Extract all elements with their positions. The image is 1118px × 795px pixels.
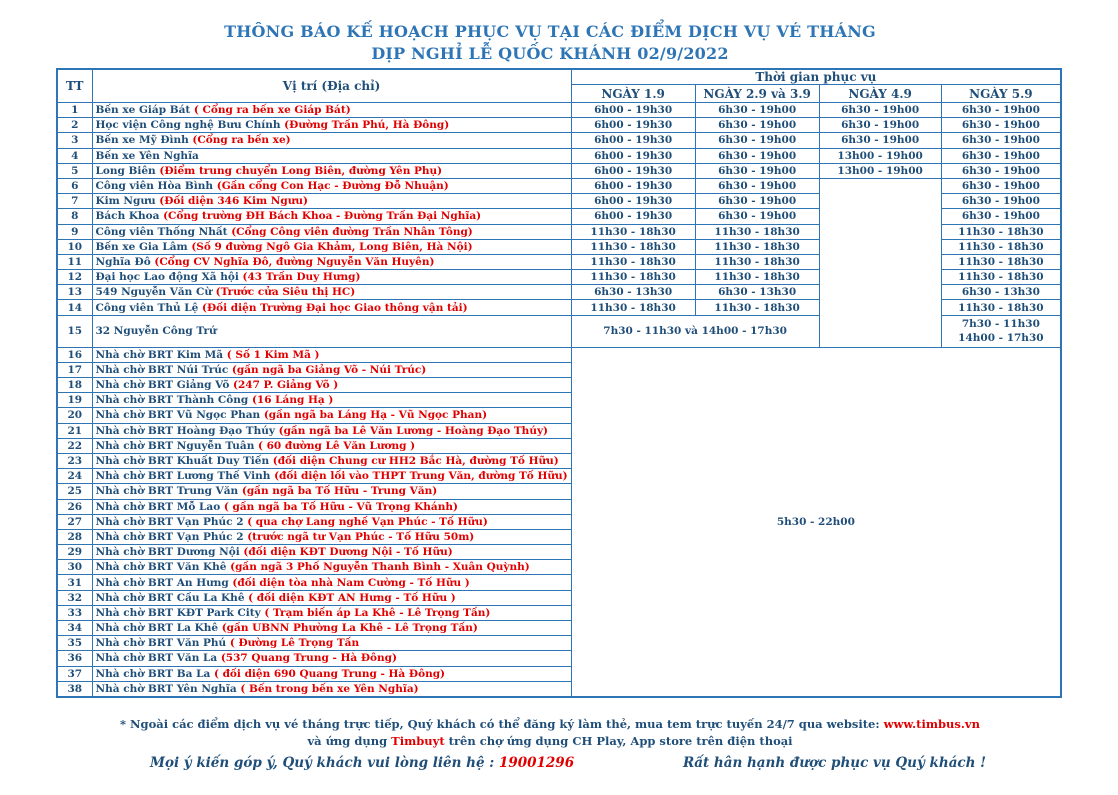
location-name: Nhà chờ BRT An Hưng [95, 576, 233, 589]
row-number: 20 [57, 408, 92, 423]
hours-day-1: 6h00 - 19h30 [571, 163, 695, 178]
location-address: (gần ngã ba Lê Văn Lương - Hoàng Đạo Thúy) [278, 424, 549, 437]
location-name: Nhà chờ BRT Thành Công [95, 394, 252, 407]
location-name: Nhà chờ BRT Ba La [95, 667, 214, 680]
location-name: Nhà chờ BRT Trung Văn [95, 485, 242, 498]
location-address: (Cổng Công viên đường Trần Nhân Tông) [231, 225, 473, 238]
location-name: Nhà chờ BRT Yên Nghĩa [95, 682, 241, 695]
location-name: Nghĩa Đô [95, 255, 155, 268]
footer-line2-post: trên chợ ứng dụng CH Play, App store trên điện thoại [444, 734, 793, 748]
location-name: Nhà chờ BRT Hoàng Đạo Thúy [95, 424, 279, 437]
hours-day-2-3: 6h30 - 19h00 [695, 118, 819, 133]
table-row [57, 178, 1061, 193]
hours-day-1: 11h30 - 18h30 [571, 300, 695, 315]
location-name: Nhà chờ BRT Núi Trúc [95, 363, 232, 376]
location-name: Nhà chờ BRT Văn Phú [95, 637, 230, 650]
hours-day-5 [941, 315, 1061, 347]
location-cell [92, 103, 571, 118]
table-row [57, 148, 1061, 163]
location-cell [92, 484, 571, 499]
location-address: (trước ngã tư Vạn Phúc - Tố Hữu 50m) [247, 530, 475, 543]
location-cell [92, 194, 571, 209]
row-number: 27 [57, 514, 92, 529]
row-number: 32 [57, 590, 92, 605]
row-number: 15 [57, 315, 92, 347]
location-name: Long Biên [95, 164, 160, 177]
row-number: 4 [57, 148, 92, 163]
footer-line1: * Ngoài các điểm dịch vụ vé tháng trực tiếp, Quý khách có thể đăng ký làm thẻ, mua tem trực tuyến 24/7 qua website: [120, 717, 884, 731]
row-number: 12 [57, 270, 92, 285]
location-address: (247 P. Giảng Võ ) [233, 379, 339, 392]
hours-day-1: 6h00 - 19h30 [571, 209, 695, 224]
row-number: 10 [57, 239, 92, 254]
location-name: Nhà chờ BRT Khuất Duy Tiến [95, 455, 273, 468]
header-tt: TT [57, 69, 92, 103]
row-number: 24 [57, 469, 92, 484]
location-name: Nhà chờ BRT Văn La [95, 652, 221, 665]
location-cell [92, 438, 571, 453]
table-row [57, 163, 1061, 178]
location-address: (Cổng ra bến xe) [192, 134, 291, 147]
location-name: Nhà chờ BRT Vạn Phúc 2 [95, 515, 248, 528]
hours-day-4: 6h30 - 19h00 [819, 133, 941, 148]
location-name: Nhà chờ BRT Vạn Phúc 2 [95, 530, 248, 543]
hours-day-1-3: 7h30 - 11h30 và 14h00 - 17h30 [571, 315, 819, 347]
location-address: (gần UBNN Phường La Khê - Lê Trọng Tấn) [221, 622, 478, 635]
hours-day-5: 6h30 - 19h00 [941, 103, 1061, 118]
hours-day-1: 11h30 - 18h30 [571, 270, 695, 285]
location-address: (Trước cửa Siêu thị HC) [215, 286, 356, 299]
hours-day-5: 6h30 - 13h30 [941, 285, 1061, 300]
row-number: 7 [57, 194, 92, 209]
row-number: 19 [57, 393, 92, 408]
hours-day-5: 11h30 - 18h30 [941, 224, 1061, 239]
row-number: 25 [57, 484, 92, 499]
hours-day-5: 6h30 - 19h00 [941, 133, 1061, 148]
location-name: Học viện Công nghệ Bưu Chính [95, 119, 285, 132]
hours-day-5: 11h30 - 18h30 [941, 300, 1061, 315]
hours-day-2-3: 6h30 - 19h00 [695, 178, 819, 193]
location-cell [92, 681, 571, 697]
footer-note [0, 717, 1100, 731]
row-number: 37 [57, 666, 92, 681]
location-address: ( đối diện 690 Quang Trung - Hà Đông) [213, 667, 446, 680]
location-name: Kim Ngưu [95, 195, 160, 208]
hours-day-5-morning: 7h30 - 11h30 [961, 318, 1040, 331]
location-name: Nhà chờ BRT Mỗ Lao [95, 500, 224, 513]
location-name: Bến xe Gia Lâm [95, 240, 192, 253]
hours-day-5: 6h30 - 19h00 [941, 209, 1061, 224]
location-address: (đối diện KĐT Dương Nội - Tố Hữu) [243, 546, 453, 559]
row-number: 29 [57, 545, 92, 560]
row-number: 17 [57, 362, 92, 377]
location-name: Đại học Lao động Xã hội [95, 271, 243, 284]
location-cell [92, 270, 571, 285]
row-number: 9 [57, 224, 92, 239]
location-name: Nhà chờ BRT Vũ Ngọc Phan [95, 409, 264, 422]
header-location: Vị trí (Địa chỉ) [92, 69, 571, 103]
location-cell [92, 408, 571, 423]
location-name: Bến xe Giáp Bát [95, 104, 194, 117]
location-cell [92, 545, 571, 560]
location-address: (Đối diện 346 Kim Ngưu) [159, 195, 308, 208]
table-row [57, 133, 1061, 148]
hours-day-1: 6h00 - 19h30 [571, 103, 695, 118]
hours-day-5: 11h30 - 18h30 [941, 254, 1061, 269]
hours-day-2-3: 6h30 - 19h00 [695, 163, 819, 178]
location-cell [92, 453, 571, 468]
hours-day-1: 6h00 - 19h30 [571, 148, 695, 163]
row-number: 36 [57, 651, 92, 666]
location-cell [92, 254, 571, 269]
location-name: Nhà chờ BRT Lương Thế Vinh [95, 470, 275, 483]
location-address: (Đối diện Trường Đại học Giao thông vận tải) [202, 301, 468, 314]
hours-day-1: 6h00 - 19h30 [571, 118, 695, 133]
row-number: 30 [57, 560, 92, 575]
location-cell [92, 285, 571, 300]
hours-day-1: 6h00 - 19h30 [571, 133, 695, 148]
hours-day-5-afternoon: 14h00 - 17h30 [958, 332, 1044, 345]
location-name: Nhà chờ BRT KĐT Park City [95, 606, 265, 619]
hours-day-5: 6h30 - 19h00 [941, 178, 1061, 193]
header-day-1: NGÀY 1.9 [571, 85, 695, 103]
location-address: (gần ngã ba Tố Hữu - Trung Văn) [241, 485, 438, 498]
hours-day-4-closed [819, 178, 941, 347]
hours-day-1: 6h30 - 13h30 [571, 285, 695, 300]
location-cell [92, 636, 571, 651]
location-cell [92, 651, 571, 666]
location-cell [92, 209, 571, 224]
location-cell [92, 575, 571, 590]
row-number: 5 [57, 163, 92, 178]
hours-day-1: 11h30 - 18h30 [571, 239, 695, 254]
location-name: Công viên Hòa Bình [95, 180, 217, 193]
row-number: 28 [57, 529, 92, 544]
location-cell [92, 118, 571, 133]
row-number: 14 [57, 300, 92, 315]
location-cell [92, 666, 571, 681]
website-link[interactable]: www.timbus.vn [883, 717, 980, 731]
location-name: Bến xe Yên Nghĩa [95, 149, 199, 162]
location-address: ( Đường Lê Trọng Tấn [229, 637, 360, 650]
hours-day-2-3: 11h30 - 18h30 [695, 300, 819, 315]
location-address: (16 Láng Hạ ) [251, 394, 334, 407]
hours-day-1: 11h30 - 18h30 [571, 224, 695, 239]
location-cell [92, 239, 571, 254]
location-cell [92, 621, 571, 636]
row-number: 35 [57, 636, 92, 651]
row-number: 13 [57, 285, 92, 300]
row-number: 21 [57, 423, 92, 438]
hours-day-5: 11h30 - 18h30 [941, 270, 1061, 285]
table-row [57, 347, 1061, 362]
row-number: 23 [57, 453, 92, 468]
row-number: 33 [57, 605, 92, 620]
row-number: 11 [57, 254, 92, 269]
location-address: (537 Quang Trung - Hà Đông) [220, 652, 397, 665]
row-number: 31 [57, 575, 92, 590]
location-name: Công viên Thống Nhất [95, 225, 232, 238]
location-address: ( qua chợ Lang nghề Vạn Phúc - Tố Hữu) [247, 515, 488, 528]
hours-day-2-3: 11h30 - 18h30 [695, 239, 819, 254]
hours-day-2-3: 6h30 - 13h30 [695, 285, 819, 300]
row-number: 8 [57, 209, 92, 224]
header-day-2-3: NGÀY 2.9 và 3.9 [695, 85, 819, 103]
row-number: 38 [57, 681, 92, 697]
hours-day-1: 6h00 - 19h30 [571, 178, 695, 193]
location-name: Bến xe Mỹ Đình [95, 134, 193, 147]
hours-day-2-3: 11h30 - 18h30 [695, 254, 819, 269]
location-address: ( Bến trong bến xe Yên Nghĩa) [240, 682, 419, 695]
hours-day-2-3: 6h30 - 19h00 [695, 148, 819, 163]
hours-day-2-3: 6h30 - 19h00 [695, 133, 819, 148]
location-cell [92, 423, 571, 438]
location-address: ( Số 1 Kim Mã ) [226, 348, 320, 361]
page-title: THÔNG BÁO KẾ HOẠCH PHỤC VỤ TẠI CÁC ĐIỂM DỊCH VỤ VÉ THÁNG [224, 22, 876, 41]
location-cell [92, 590, 571, 605]
hours-day-2-3: 11h30 - 18h30 [695, 270, 819, 285]
location-name: Nhà chờ BRT Giảng Võ [95, 379, 233, 392]
location-name: Nhà chờ BRT Nguyễn Tuân [95, 439, 258, 452]
hours-day-5: 11h30 - 18h30 [941, 239, 1061, 254]
location-address: (đối diện lối vào THPT Trung Văn, đường Tố Hữu) [274, 470, 568, 483]
brt-hours: 5h30 - 22h00 [571, 347, 1061, 697]
location-address: ( gần ngã ba Tố Hữu - Vũ Trọng Khánh) [223, 500, 458, 513]
thanks-line: Rất hân hạnh được phục vụ Quý khách ! [683, 755, 987, 771]
location-cell [92, 362, 571, 377]
location-address: (Cổng CV Nghĩa Đô, đường Nguyễn Văn Huyên) [154, 255, 435, 268]
location-name: Nhà chờ BRT La Khê [95, 622, 222, 635]
location-cell [92, 300, 571, 315]
header-day-4: NGÀY 4.9 [819, 85, 941, 103]
row-number: 6 [57, 178, 92, 193]
app-name: Timbuyt [391, 734, 445, 748]
header-day-5: NGÀY 5.9 [941, 85, 1061, 103]
location-cell [92, 560, 571, 575]
location-name: Nhà chờ BRT Văn Khê [95, 561, 231, 574]
hours-day-4: 6h30 - 19h00 [819, 103, 941, 118]
location-name: Công viên Thủ Lệ [95, 301, 203, 314]
location-address: ( Cổng ra bến xe Giáp Bát) [193, 104, 351, 117]
location-address: (Gần cổng Con Hạc - Đường Đỗ Nhuận) [216, 180, 449, 193]
hours-day-5: 6h30 - 19h00 [941, 163, 1061, 178]
footer-note-2 [0, 734, 1100, 748]
row-number: 2 [57, 118, 92, 133]
row-number: 3 [57, 133, 92, 148]
location-cell [92, 347, 571, 362]
location-cell [92, 163, 571, 178]
hours-day-2-3: 6h30 - 19h00 [695, 103, 819, 118]
page-subtitle: DỊP NGHỈ LỄ QUỐC KHÁNH 02/9/2022 [371, 44, 729, 63]
header-service-time: Thời gian phục vụ [571, 69, 1061, 85]
hours-day-2-3: 6h30 - 19h00 [695, 209, 819, 224]
location-address: (Điểm trung chuyển Long Biên, đường Yên Phụ) [159, 164, 443, 177]
location-address: (đối diện tòa nhà Nam Cường - Tố Hữu ) [232, 576, 470, 589]
location-cell [92, 499, 571, 514]
hours-day-5: 6h30 - 19h00 [941, 194, 1061, 209]
row-number: 16 [57, 347, 92, 362]
location-cell [92, 133, 571, 148]
table-row [57, 118, 1061, 133]
location-cell [92, 469, 571, 484]
location-address: (43 Trần Duy Hưng) [242, 271, 361, 284]
location-address: (đối diện Chung cư HH2 Bắc Hà, đường Tố Hữu) [272, 455, 559, 468]
location-name: Bách Khoa [95, 210, 164, 223]
location-address: ( Trạm biến áp La Khê - Lê Trọng Tấn) [264, 606, 491, 619]
location-cell [92, 224, 571, 239]
hours-day-4: 13h00 - 19h00 [819, 148, 941, 163]
location-name: 549 Nguyễn Văn Cừ [95, 286, 216, 299]
location-name: Nhà chờ BRT Cầu La Khê [95, 591, 249, 604]
table-row [57, 103, 1061, 118]
location-cell [92, 605, 571, 620]
schedule-table [56, 68, 1062, 698]
row-number: 22 [57, 438, 92, 453]
location-cell [92, 378, 571, 393]
row-number: 18 [57, 378, 92, 393]
location-name: 32 Nguyễn Công Trứ [92, 315, 571, 347]
hours-day-2-3: 11h30 - 18h30 [695, 224, 819, 239]
location-cell [92, 148, 571, 163]
location-cell [92, 178, 571, 193]
hours-day-5: 6h30 - 19h00 [941, 148, 1061, 163]
contact-line [150, 755, 574, 771]
location-address: (Số 9 đường Ngô Gia Khảm, Long Biên, Hà Nội) [191, 240, 473, 253]
location-cell [92, 393, 571, 408]
location-address: ( đối diện KĐT AN Hưng - Tố Hữu ) [248, 591, 456, 604]
location-cell [92, 529, 571, 544]
footer-line2-pre: và ứng dụng [307, 734, 392, 748]
location-address: (gần ngã ba Giảng Võ - Núi Trúc) [231, 363, 427, 376]
hours-day-1: 11h30 - 18h30 [571, 254, 695, 269]
location-address: (Cổng trường ĐH Bách Khoa - Đường Trần Đại Nghĩa) [163, 210, 482, 223]
location-address: (Đường Trần Phú, Hà Đông) [284, 119, 450, 132]
location-address: (gần ngã 3 Phố Nguyễn Thanh Bình - Xuân Quỳnh) [230, 561, 530, 574]
row-number: 34 [57, 621, 92, 636]
hours-day-5: 6h30 - 19h00 [941, 118, 1061, 133]
row-number: 1 [57, 103, 92, 118]
location-name: Nhà chờ BRT Kim Mã [95, 348, 227, 361]
location-address: (gần ngã ba Láng Hạ - Vũ Ngọc Phan) [263, 409, 488, 422]
hotline-number[interactable]: 19001296 [498, 755, 575, 771]
location-name: Nhà chờ BRT Dương Nội [95, 546, 244, 559]
hours-day-1: 6h00 - 19h30 [571, 194, 695, 209]
contact-text: Mọi ý kiến góp ý, Quý khách vui lòng liên hệ : [150, 755, 499, 771]
row-number: 26 [57, 499, 92, 514]
location-address: ( 60 đường Lê Văn Lương ) [257, 439, 416, 452]
location-cell [92, 514, 571, 529]
hours-day-4: 13h00 - 19h00 [819, 163, 941, 178]
hours-day-2-3: 6h30 - 19h00 [695, 194, 819, 209]
hours-day-4: 6h30 - 19h00 [819, 118, 941, 133]
